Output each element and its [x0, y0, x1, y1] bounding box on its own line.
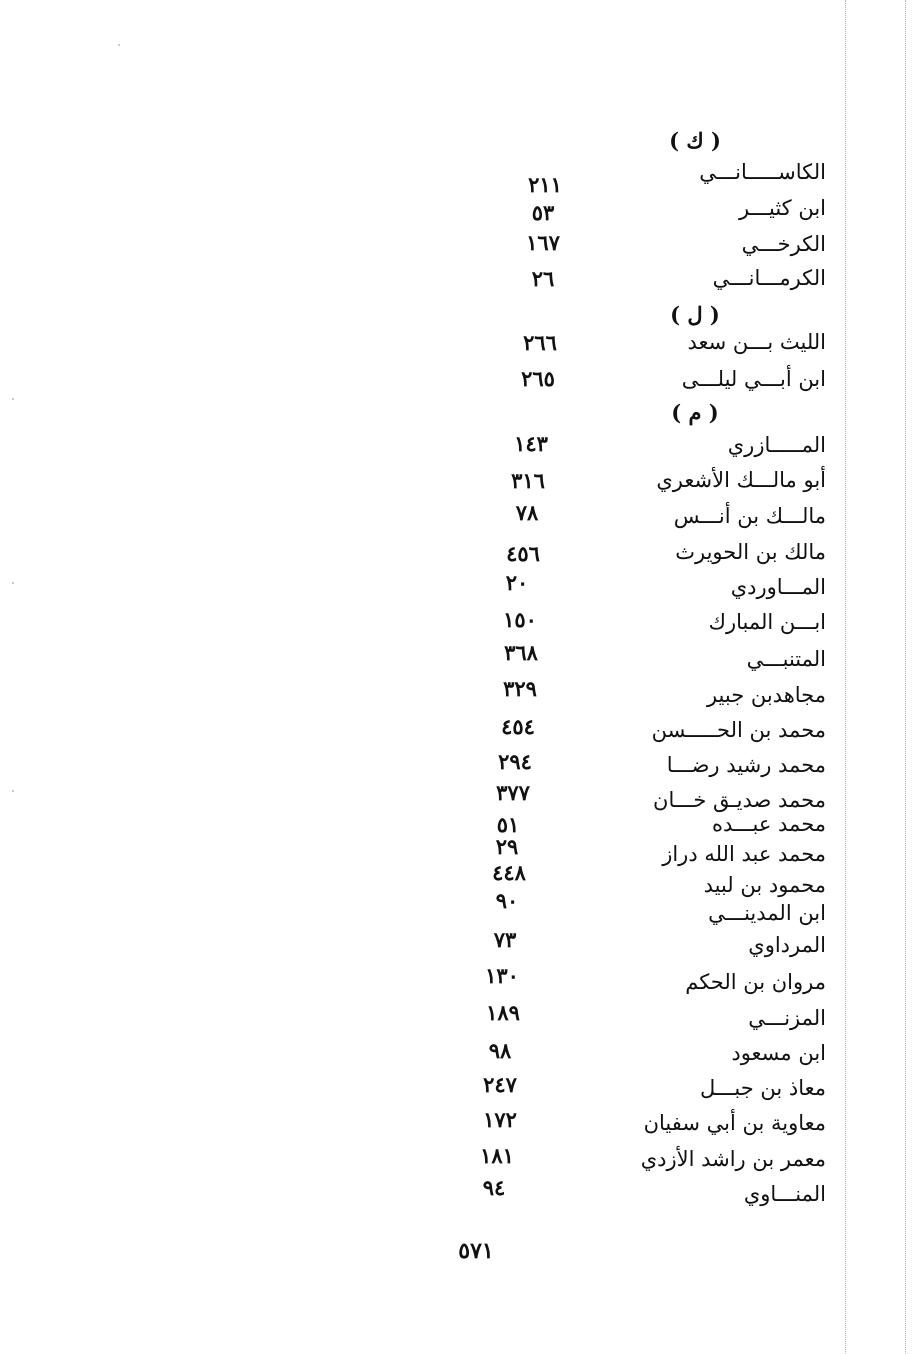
- index-entry-name: مجاهدبن جبير: [706, 683, 826, 707]
- index-entry-page: ٢١١: [528, 172, 562, 197]
- index-entry-page: ٤٥٤: [501, 714, 535, 739]
- index-entry-page: ١٧٢: [483, 1107, 517, 1132]
- scan-speck: [12, 582, 14, 584]
- index-entry-page: ٩٨: [488, 1038, 512, 1063]
- index-entry-name: أبو مالـــك الأشعري: [656, 468, 826, 492]
- index-entry-page: ١٦٧: [526, 230, 560, 255]
- index-entry-page: ١٤٣: [514, 431, 548, 456]
- index-entry-page: ٢٦: [531, 266, 555, 291]
- index-entry-page: ٥١: [496, 812, 520, 837]
- index-entry-page: ١٨١: [480, 1143, 514, 1168]
- index-entry-name: محمد رشيد رضـــا: [666, 753, 826, 777]
- index-entry-name: ابن مسعود: [731, 1041, 826, 1065]
- index-entry-name: المنـــاوي: [743, 1182, 826, 1206]
- index-entry-page: ٢٩٤: [498, 749, 532, 774]
- index-entry-name: محمود بن لبيد: [703, 873, 826, 897]
- index-entry-page: ٥٣: [531, 200, 555, 225]
- index-entry-name: المـــــازري: [727, 433, 826, 457]
- index-entry-name: معمر بن راشد الأزدي: [640, 1147, 826, 1171]
- index-entry-name: المـــاوردي: [730, 575, 826, 599]
- index-entry-name: ابن أبـــي ليلـــى: [681, 367, 826, 391]
- index-entry-name: الكرمـــانـــي: [712, 266, 826, 290]
- section-heading-kaf: ( ك ): [669, 128, 721, 153]
- index-entry-page: ٣١٦: [511, 468, 545, 493]
- index-entry-name: مروان بن الحكم: [685, 970, 826, 994]
- index-entry-page: ٩٤: [482, 1175, 506, 1200]
- page-edge-line: [845, 0, 846, 1354]
- index-entry-page: ٢٦٦: [523, 330, 557, 355]
- index-entry-page: ٢٦٥: [521, 366, 555, 391]
- index-entry-name: محمد بن الحـــــسن: [651, 718, 826, 742]
- index-entry-name: محمد عبد الله دراز: [662, 842, 826, 866]
- index-entry-page: ٧٣: [493, 927, 517, 952]
- index-entry-name: الكاســـــانـــي: [699, 160, 826, 184]
- index-entry-name: ابن المدينـــي: [708, 901, 826, 925]
- index-entry-page: ٣٧٧: [496, 780, 530, 805]
- section-heading-mim: ( م ): [671, 400, 719, 425]
- index-entry-name: معاذ بن جبـــل: [700, 1076, 826, 1100]
- index-entry-page: ٣٦٨: [504, 640, 538, 665]
- index-entry-name: مالك بن الحويرث: [675, 540, 826, 564]
- index-entry-name: المزنـــي: [748, 1006, 826, 1030]
- index-entry-name: المرداوي: [748, 933, 826, 957]
- page-number: ٥٧١: [458, 1238, 494, 1264]
- index-entry-name: المتنبـــي: [746, 647, 826, 671]
- index-entry-page: ٧٨: [515, 500, 539, 525]
- index-entry-name: الكرخـــي: [741, 232, 826, 256]
- scan-speck: [118, 44, 120, 46]
- index-entry-name: ابن كثيـــر: [738, 196, 826, 220]
- index-entry-name: ابـــن المبارك: [708, 610, 826, 634]
- index-entry-name: محمد صديـق خـــان: [653, 788, 826, 812]
- index-entry-page: ٢٠: [505, 570, 529, 595]
- scan-speck: [12, 790, 14, 792]
- index-entry-page: ٤٥٦: [506, 541, 540, 566]
- index-entry-page: ٤٤٨: [492, 860, 526, 885]
- page-edge-line: [905, 0, 906, 1354]
- index-entry-page: ٣٢٩: [503, 676, 537, 701]
- index-entry-name: محمد عبـــده: [712, 812, 826, 836]
- index-entry-page: ٢٤٧: [483, 1072, 517, 1097]
- index-entry-name: معاوية بن أبي سفيان: [643, 1111, 826, 1135]
- scan-speck: [12, 398, 14, 400]
- index-entry-name: مالـــك بن أنـــس: [673, 504, 826, 528]
- index-entry-page: ١٨٩: [486, 1000, 520, 1025]
- index-entry-page: ٩٠: [495, 888, 519, 913]
- index-entry-page: ٢٩: [495, 834, 519, 859]
- index-entry-page: ١٥٠: [503, 607, 537, 632]
- index-entry-page: ١٣٠: [485, 963, 519, 988]
- section-heading-lam: ( ل ): [670, 302, 720, 327]
- index-entry-name: الليث بـــن سعد: [687, 330, 826, 354]
